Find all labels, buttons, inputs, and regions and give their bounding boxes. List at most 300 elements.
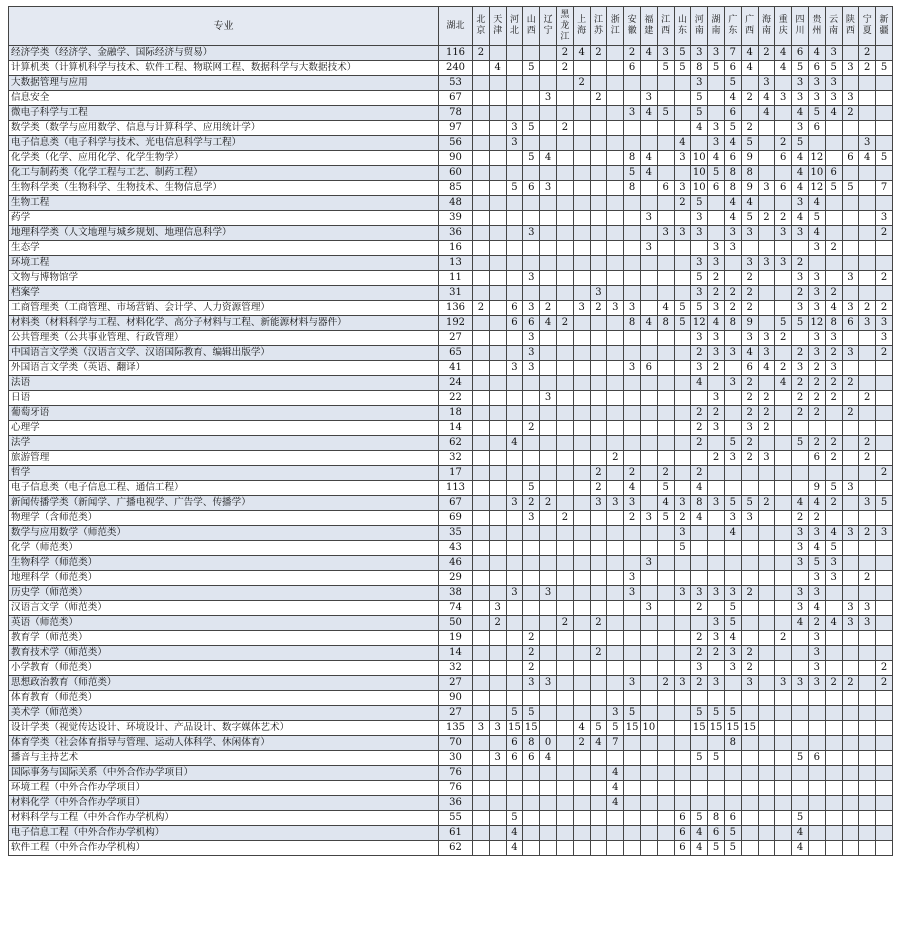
province-count-cell (708, 376, 725, 391)
province-count-cell (473, 361, 490, 376)
province-count-cell: 4 (741, 61, 758, 76)
province-count-cell (556, 706, 573, 721)
province-count-cell: 10 (640, 721, 657, 736)
province-count-cell (792, 706, 809, 721)
table-row (9, 436, 893, 451)
province-count-cell (489, 496, 506, 511)
province-count-cell (473, 106, 490, 121)
province-count-cell: 4 (825, 301, 842, 316)
province-count-cell: 3 (523, 271, 540, 286)
province-count-cell (540, 841, 557, 856)
province-count-cell (489, 736, 506, 751)
table-row (9, 91, 893, 106)
province-count-cell (506, 226, 523, 241)
province-count-cell (473, 601, 490, 616)
province-count-cell: 15 (506, 721, 523, 736)
province-count-cell (657, 271, 674, 286)
province-count-cell (624, 76, 641, 91)
province-count-cell (624, 631, 641, 646)
province-count-cell (640, 706, 657, 721)
province-count-cell (758, 676, 775, 691)
province-count-cell: 3 (792, 301, 809, 316)
province-count-cell (607, 241, 624, 256)
total-count-cell: 67 (439, 496, 473, 511)
province-count-cell (859, 196, 876, 211)
table-row (9, 361, 893, 376)
province-count-cell (540, 436, 557, 451)
province-count-cell (506, 616, 523, 631)
province-count-cell (859, 781, 876, 796)
province-count-cell (573, 811, 590, 826)
province-count-cell: 3 (758, 76, 775, 91)
province-count-cell (876, 76, 893, 91)
province-count-cell: 2 (741, 406, 758, 421)
province-count-cell (674, 556, 691, 571)
table-row (9, 211, 893, 226)
province-count-cell (540, 46, 557, 61)
province-count-cell (540, 631, 557, 646)
major-name-cell: 档案学 (9, 286, 439, 301)
province-count-cell (657, 241, 674, 256)
province-count-cell (657, 691, 674, 706)
major-name-cell: 葡萄牙语 (9, 406, 439, 421)
province-count-cell: 3 (691, 361, 708, 376)
province-count-cell (607, 676, 624, 691)
province-count-cell (724, 361, 741, 376)
province-count-cell: 3 (792, 271, 809, 286)
province-count-cell: 3 (691, 586, 708, 601)
province-count-cell (674, 766, 691, 781)
province-count-cell (506, 331, 523, 346)
province-count-cell (489, 316, 506, 331)
province-count-cell (523, 466, 540, 481)
province-count-cell (523, 691, 540, 706)
province-count-cell (808, 421, 825, 436)
province-count-cell: 2 (859, 46, 876, 61)
province-count-cell (775, 781, 792, 796)
province-count-cell (876, 631, 893, 646)
province-count-cell: 3 (825, 76, 842, 91)
province-count-cell: 5 (792, 436, 809, 451)
province-count-cell (674, 406, 691, 421)
table-row (9, 766, 893, 781)
province-count-cell: 3 (808, 271, 825, 286)
province-count-cell (640, 826, 657, 841)
province-count-cell: 3 (489, 721, 506, 736)
major-name-cell: 文物与博物馆学 (9, 271, 439, 286)
province-count-cell (506, 796, 523, 811)
province-count-cell (473, 826, 490, 841)
province-count-cell: 5 (808, 211, 825, 226)
province-count-cell (876, 436, 893, 451)
table-row (9, 466, 893, 481)
province-count-cell (741, 631, 758, 646)
province-count-cell (556, 196, 573, 211)
province-count-cell (640, 256, 657, 271)
province-count-cell: 3 (724, 646, 741, 661)
province-count-cell: 5 (741, 496, 758, 511)
province-count-cell: 5 (523, 121, 540, 136)
province-count-cell: 7 (724, 46, 741, 61)
province-count-cell (640, 781, 657, 796)
province-count-cell: 3 (506, 496, 523, 511)
province-count-cell: 2 (590, 301, 607, 316)
province-count-cell: 5 (691, 196, 708, 211)
province-count-cell (489, 76, 506, 91)
province-count-cell: 3 (842, 271, 859, 286)
province-count-cell (859, 766, 876, 781)
province-count-cell (523, 211, 540, 226)
province-count-cell (556, 346, 573, 361)
province-count-cell (573, 256, 590, 271)
province-count-cell (825, 406, 842, 421)
province-count-cell: 6 (808, 61, 825, 76)
total-count-cell: 136 (439, 301, 473, 316)
province-count-cell (473, 616, 490, 631)
province-count-cell: 4 (792, 166, 809, 181)
province-count-cell (691, 451, 708, 466)
province-count-cell (489, 286, 506, 301)
province-count-cell: 3 (523, 511, 540, 526)
province-count-cell (708, 541, 725, 556)
province-count-cell (674, 721, 691, 736)
province-count-cell: 3 (691, 76, 708, 91)
province-count-cell (758, 466, 775, 481)
province-count-cell (590, 511, 607, 526)
province-count-cell: 3 (590, 496, 607, 511)
province-count-cell (657, 616, 674, 631)
province-count-cell (640, 376, 657, 391)
province-count-cell (523, 616, 540, 631)
province-count-cell: 4 (607, 796, 624, 811)
province-count-cell (842, 166, 859, 181)
province-count-cell (506, 286, 523, 301)
province-count-cell (607, 406, 624, 421)
province-count-cell (842, 826, 859, 841)
province-count-cell (473, 691, 490, 706)
province-count-cell: 2 (624, 511, 641, 526)
province-count-cell (758, 226, 775, 241)
province-count-cell: 6 (506, 301, 523, 316)
province-count-cell (590, 436, 607, 451)
province-count-cell: 3 (825, 331, 842, 346)
province-count-cell: 2 (556, 61, 573, 76)
province-count-cell (640, 631, 657, 646)
province-count-cell: 3 (808, 661, 825, 676)
province-count-cell (489, 151, 506, 166)
province-count-cell (540, 376, 557, 391)
province-count-cell: 2 (775, 631, 792, 646)
province-count-cell: 3 (523, 301, 540, 316)
province-count-cell (657, 406, 674, 421)
province-count-cell (674, 346, 691, 361)
province-count-cell (540, 451, 557, 466)
major-name-cell: 生物科学（师范类） (9, 556, 439, 571)
province-count-cell (775, 646, 792, 661)
province-count-cell: 3 (540, 91, 557, 106)
province-count-cell: 4 (708, 151, 725, 166)
province-count-cell: 5 (506, 181, 523, 196)
province-count-cell (691, 766, 708, 781)
province-count-cell: 3 (825, 361, 842, 376)
province-count-cell (657, 646, 674, 661)
province-column-header: 辽宁 (540, 7, 557, 46)
province-count-cell (674, 106, 691, 121)
province-count-cell: 3 (792, 121, 809, 136)
province-count-cell: 4 (792, 151, 809, 166)
province-count-cell (792, 571, 809, 586)
province-count-cell: 2 (708, 271, 725, 286)
province-count-cell: 3 (708, 136, 725, 151)
major-name-cell: 日语 (9, 391, 439, 406)
province-count-cell (573, 121, 590, 136)
province-count-cell: 5 (657, 481, 674, 496)
province-count-cell (758, 571, 775, 586)
province-count-cell: 3 (691, 46, 708, 61)
province-count-cell (573, 361, 590, 376)
province-count-cell (775, 481, 792, 496)
province-count-cell (842, 286, 859, 301)
province-count-cell (556, 796, 573, 811)
province-count-cell (708, 571, 725, 586)
province-count-cell (523, 526, 540, 541)
province-count-cell (876, 121, 893, 136)
province-count-cell (758, 661, 775, 676)
province-count-cell (775, 541, 792, 556)
province-count-cell: 5 (808, 556, 825, 571)
province-count-cell (556, 406, 573, 421)
province-count-cell (640, 811, 657, 826)
province-count-cell: 5 (792, 751, 809, 766)
province-count-cell: 2 (590, 466, 607, 481)
table-row (9, 421, 893, 436)
province-column-header: 湖南 (708, 7, 725, 46)
table-row (9, 271, 893, 286)
province-count-cell (741, 571, 758, 586)
province-count-cell (573, 271, 590, 286)
province-count-cell (657, 361, 674, 376)
province-count-cell (691, 241, 708, 256)
total-count-cell: 29 (439, 571, 473, 586)
table-row (9, 106, 893, 121)
province-count-cell (523, 556, 540, 571)
table-row (9, 601, 893, 616)
province-count-cell (708, 106, 725, 121)
province-count-cell (489, 421, 506, 436)
province-count-cell (540, 166, 557, 181)
province-count-cell (540, 106, 557, 121)
province-count-cell (573, 796, 590, 811)
province-count-cell: 4 (657, 301, 674, 316)
major-name-cell: 药学 (9, 211, 439, 226)
province-count-cell: 4 (792, 106, 809, 121)
province-count-cell (842, 391, 859, 406)
province-count-cell (489, 331, 506, 346)
province-count-cell: 4 (859, 151, 876, 166)
province-count-cell: 9 (741, 316, 758, 331)
table-row (9, 646, 893, 661)
province-count-cell: 3 (775, 91, 792, 106)
province-count-cell (590, 406, 607, 421)
province-count-cell (506, 271, 523, 286)
province-count-cell (540, 721, 557, 736)
province-count-cell (674, 631, 691, 646)
province-count-cell (489, 451, 506, 466)
province-count-cell (640, 751, 657, 766)
province-count-cell (573, 406, 590, 421)
province-count-cell (691, 781, 708, 796)
province-count-cell (758, 706, 775, 721)
province-count-cell (859, 646, 876, 661)
province-count-cell: 2 (741, 586, 758, 601)
province-count-cell (691, 556, 708, 571)
province-count-cell: 2 (808, 361, 825, 376)
province-count-cell: 3 (640, 601, 657, 616)
province-count-cell (624, 616, 641, 631)
province-count-cell (691, 736, 708, 751)
province-count-cell: 2 (859, 526, 876, 541)
province-count-cell (808, 796, 825, 811)
province-count-cell (556, 661, 573, 676)
province-count-cell (590, 76, 607, 91)
province-count-cell: 2 (573, 76, 590, 91)
province-count-cell (842, 361, 859, 376)
province-count-cell (607, 571, 624, 586)
province-count-cell (506, 511, 523, 526)
total-count-cell: 43 (439, 541, 473, 556)
province-count-cell (775, 466, 792, 481)
province-count-cell: 3 (825, 46, 842, 61)
province-count-cell (657, 451, 674, 466)
province-count-cell: 3 (674, 526, 691, 541)
total-count-cell: 27 (439, 706, 473, 721)
province-count-cell (708, 76, 725, 91)
province-count-cell: 2 (775, 136, 792, 151)
total-count-cell: 24 (439, 376, 473, 391)
province-count-cell (573, 481, 590, 496)
total-count-cell: 60 (439, 166, 473, 181)
province-count-cell: 4 (640, 151, 657, 166)
province-count-cell (556, 256, 573, 271)
province-count-cell: 3 (842, 481, 859, 496)
province-count-cell (624, 211, 641, 226)
province-count-cell (523, 796, 540, 811)
province-count-cell: 5 (825, 61, 842, 76)
major-name-cell: 环境工程（中外合作办学项目） (9, 781, 439, 796)
table-row (9, 706, 893, 721)
province-count-cell (674, 646, 691, 661)
major-name-cell: 教育技术学（师范类） (9, 646, 439, 661)
province-count-cell: 6 (724, 151, 741, 166)
province-count-cell (657, 811, 674, 826)
province-count-cell (708, 226, 725, 241)
province-count-cell (876, 421, 893, 436)
province-count-cell (674, 286, 691, 301)
province-count-cell: 4 (825, 526, 842, 541)
table-body (9, 46, 893, 856)
province-count-cell: 2 (825, 346, 842, 361)
province-count-cell: 3 (842, 61, 859, 76)
major-name-cell: 外国语言文学类（英语、翻译） (9, 361, 439, 376)
province-count-cell: 3 (523, 226, 540, 241)
province-count-cell (758, 811, 775, 826)
province-count-cell (473, 766, 490, 781)
province-count-cell: 12 (808, 316, 825, 331)
province-count-cell (590, 781, 607, 796)
province-count-cell: 8 (724, 181, 741, 196)
province-count-cell (640, 541, 657, 556)
province-count-cell (607, 46, 624, 61)
province-count-cell: 3 (775, 226, 792, 241)
province-count-cell (540, 196, 557, 211)
province-count-cell: 5 (876, 496, 893, 511)
province-count-cell: 2 (590, 46, 607, 61)
province-count-cell (540, 616, 557, 631)
major-name-cell: 环境工程 (9, 256, 439, 271)
province-column-header: 浙江 (607, 7, 624, 46)
province-count-cell (607, 661, 624, 676)
province-count-cell: 4 (792, 181, 809, 196)
province-count-cell (657, 346, 674, 361)
major-name-cell: 地理科学类（人文地理与城乡规划、地理信息科学） (9, 226, 439, 241)
province-count-cell (842, 226, 859, 241)
province-count-cell (473, 241, 490, 256)
province-count-cell (573, 781, 590, 796)
province-count-cell (573, 751, 590, 766)
province-count-cell: 5 (674, 316, 691, 331)
province-column-header: 黑龙江 (556, 7, 573, 46)
province-count-cell: 8 (708, 811, 725, 826)
province-count-cell (724, 571, 741, 586)
province-count-cell (523, 196, 540, 211)
province-count-cell (876, 391, 893, 406)
province-count-cell: 5 (691, 811, 708, 826)
province-count-cell: 3 (792, 226, 809, 241)
province-count-cell (573, 316, 590, 331)
total-count-cell: 32 (439, 661, 473, 676)
province-count-cell (775, 346, 792, 361)
province-count-cell (842, 646, 859, 661)
province-count-cell: 3 (792, 541, 809, 556)
province-count-cell: 8 (724, 316, 741, 331)
province-count-cell: 3 (708, 121, 725, 136)
province-count-cell: 3 (708, 616, 725, 631)
province-count-cell: 3 (624, 676, 641, 691)
province-count-cell (808, 811, 825, 826)
province-count-cell (624, 811, 641, 826)
province-count-cell: 5 (724, 706, 741, 721)
major-name-cell: 美术学（师范类） (9, 706, 439, 721)
province-count-cell: 9 (741, 151, 758, 166)
province-count-cell (842, 121, 859, 136)
province-count-cell (691, 541, 708, 556)
province-count-cell (758, 616, 775, 631)
province-count-cell (540, 481, 557, 496)
province-count-cell (657, 736, 674, 751)
table-row (9, 781, 893, 796)
province-count-cell (556, 391, 573, 406)
province-count-cell (624, 241, 641, 256)
province-count-cell (842, 811, 859, 826)
province-count-cell: 6 (506, 316, 523, 331)
province-count-cell: 2 (741, 436, 758, 451)
major-name-cell: 教育学（师范类） (9, 631, 439, 646)
table-row (9, 331, 893, 346)
province-count-cell (674, 91, 691, 106)
province-count-cell (775, 736, 792, 751)
province-count-cell (489, 586, 506, 601)
province-count-cell (473, 481, 490, 496)
